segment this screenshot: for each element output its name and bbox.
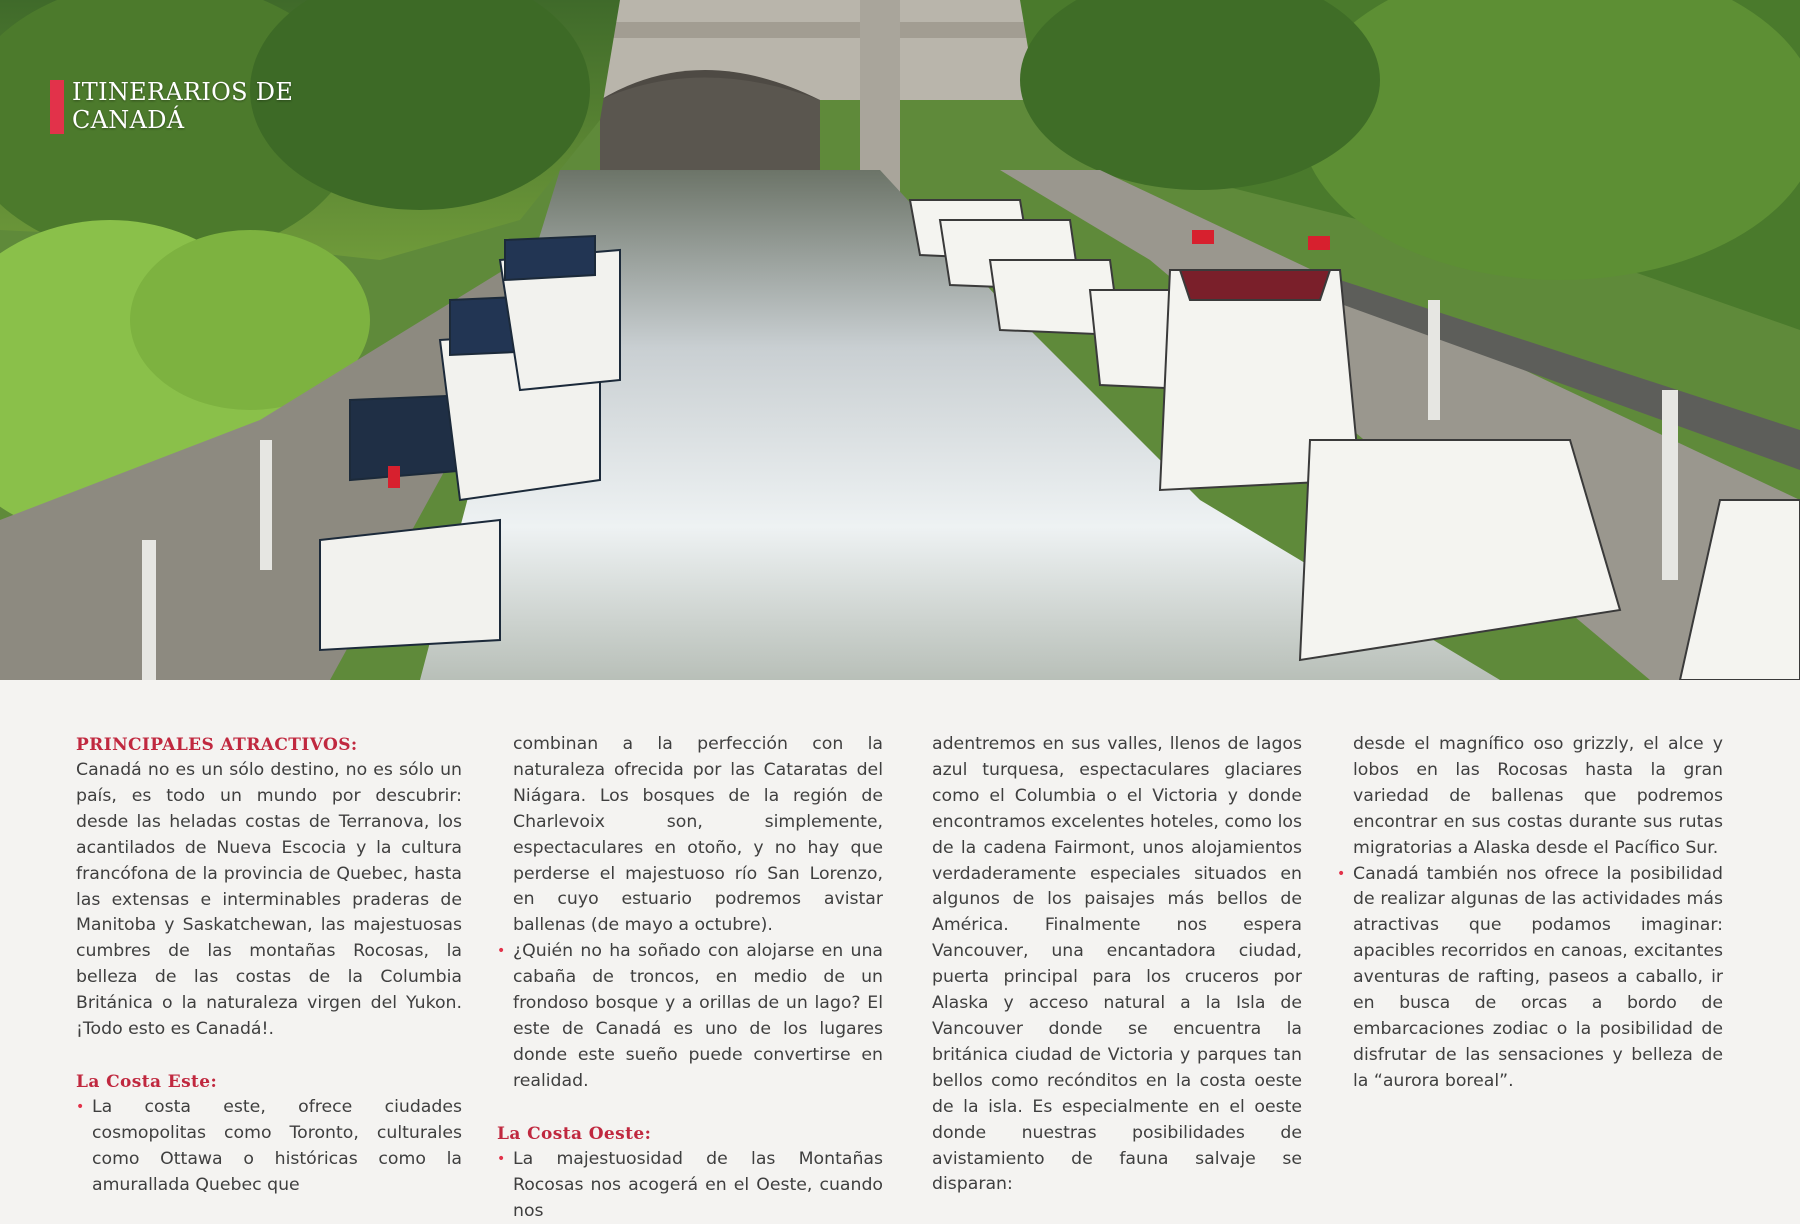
heading-costa-este: La Costa Este: <box>76 1071 218 1092</box>
bullet-costa-oeste: • La majestuosidad de las Montañas Rocosas nos acogerá en el Oeste, cuando nos <box>497 1147 883 1224</box>
continuation-paragraph: adentremos en sus valles, llenos de lagos azul turquesa, espectaculares glaciares como el Columbia o el Victoria y donde encontramos excelentes hoteles, como los de la cadena Fairmont, unos alojamientos verdaderamente especiales situados en algunos de los paisajes más bellos de América. Finalmente nos espera Vancouver, una encantadora ciudad, puerta principal para los cruceros por Alaska y acceso natural a la Isla de Vancouver donde se encuentra la británica ciudad de Victoria y parques tan bellos como recónditos en la costa oeste de la isla. Es especialmente en el oeste donde nuestras posibilidades de avistamiento de fauna salvaje se disparan: <box>932 734 1302 1195</box>
section-badge <box>50 78 312 134</box>
continuation-paragraph: combinan a la perfección con la naturaleza ofrecida por las Cataratas del Niágara. Los bosques de la región de Charlevoix son, simplemente, espectaculares en otoño, y no hay que perderse el majestuoso río San Lorenzo, en cuyo estuario podremos avistar ballenas (de mayo a octubre). <box>513 734 883 936</box>
text-column-3 <box>916 732 1302 1198</box>
badge-accent-bar <box>50 80 64 134</box>
text-column-2 <box>497 732 883 1224</box>
heading-principales-atractivos: PRINCIPALES ATRACTIVOS: <box>76 735 358 755</box>
intro-paragraph: Canadá no es un sólo destino, no es sólo un país, es todo un mundo por descubrir: desde las heladas costas de Terranova, los acantilados de Nueva Escocia y la cultura francófona de la provincia de Quebec, hasta las extensas e interminables praderas de Manitoba y Saskatchewan, las majestuosas cumbres de las montañas Rocosas, la belleza de las costas de la Columbia Británica o la naturaleza virgen del Yukon. ¡Todo esto es Canadá!. <box>76 760 462 1040</box>
paragraph-gap <box>497 1095 883 1121</box>
continuation-paragraph: desde el magnífico oso grizzly, el alce y lobos en las Rocosas hasta la gran variedad de ballenas que podremos encontrar en sus costas durante sus rutas migratorias a Alaska desde el Pacífico Sur. <box>1353 734 1723 858</box>
paragraph-gap <box>76 1043 462 1069</box>
bullet-actividades: • Canadá también nos ofrece la posibilidad de realizar algunas de las actividades más atractivas que podamos imaginar: apacibles recorridos en canoas, excitantes aventuras de rafting, paseos a caballo, ir en busca de orcas a bordo de embarcaciones zodiac o la posibilidad de disfrutar de las sensaciones y belleza de la “aurora boreal”. <box>1337 862 1723 1095</box>
bullet-costa-este: • La costa este, ofrece ciudades cosmopolitas como Toronto, culturales como Ottawa o históricas como la amurallada Quebec que <box>76 1095 462 1199</box>
section-title: ITINERARIOS DE CANADÁ <box>72 78 294 134</box>
text-column-1 <box>76 732 462 1199</box>
heading-costa-oeste: La Costa Oeste: <box>497 1123 652 1144</box>
bullet-cabana: • ¿Quién no ha soñado con alojarse en una cabaña de troncos, en medio de un frondoso bosque y a orillas de un lago? El este de Canadá es uno de los lugares donde este sueño puede convertirse en realidad. <box>497 939 883 1094</box>
text-column-4 <box>1337 732 1723 1095</box>
